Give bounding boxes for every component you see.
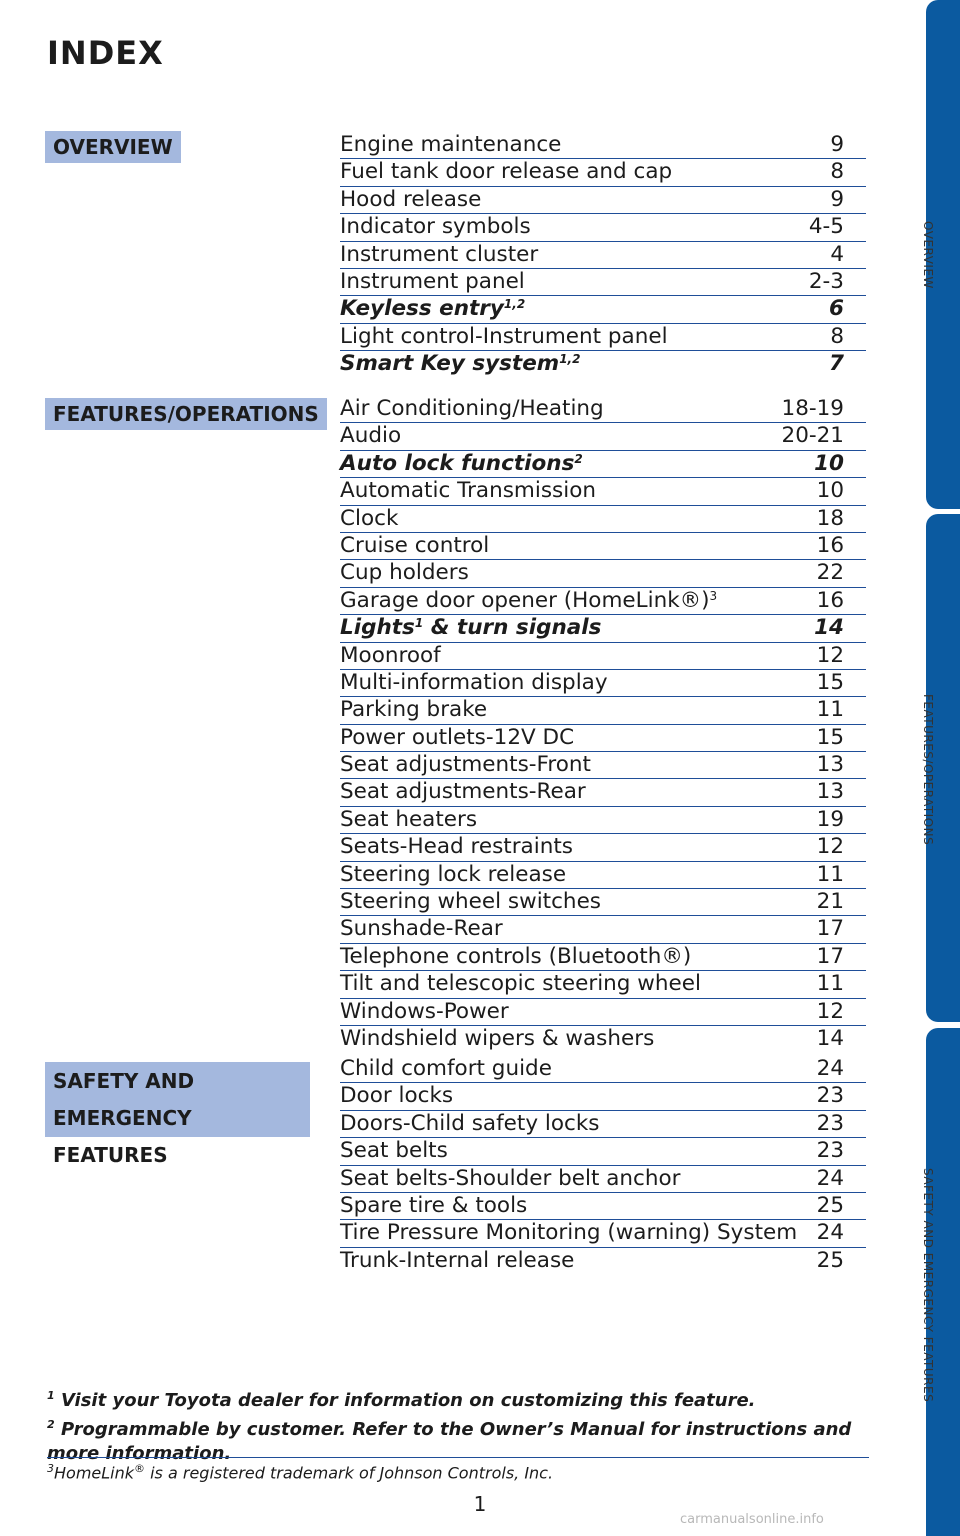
- index-entry: [340, 944, 866, 971]
- index-entry-page: 11: [816, 971, 844, 997]
- index-entry-page: 14: [814, 615, 844, 641]
- index-entry-page: 13: [816, 752, 844, 778]
- index-entry-page: 12: [816, 834, 844, 860]
- footnotes: [47, 1384, 867, 1466]
- index-entry-label: Tilt and telescopic steering wheel: [340, 971, 701, 997]
- index-entry-label: Seat belts: [340, 1138, 448, 1164]
- index-entry: [340, 242, 866, 269]
- index-entry-page: 12: [816, 642, 844, 668]
- index-entry-page: 10: [816, 478, 844, 504]
- index-entry-page: 6: [829, 296, 844, 322]
- index-entry: [340, 1026, 866, 1052]
- index-entry: [340, 999, 866, 1026]
- index-entry: [340, 159, 866, 186]
- index-entry-page: 4: [830, 241, 844, 267]
- index-entry: [340, 423, 866, 450]
- index-entry-label: Spare tire & tools: [340, 1192, 528, 1218]
- index-entry-label: Cup holders: [340, 560, 469, 586]
- index-entry-label: Seats-Head restraints: [340, 834, 573, 860]
- index-entry-label: Windshield wipers & washers: [340, 1025, 655, 1051]
- index-entry-page: 25: [816, 1247, 844, 1273]
- overview-index-list: [340, 132, 866, 378]
- index-entry-page: 23: [816, 1110, 844, 1136]
- footnote-divider: [47, 1457, 869, 1458]
- footnote-2: $^2$ Programmable by customer. Refer to the Owner’s Manual for instructions and more information.: [47, 1418, 852, 1464]
- index-entry-label: Air Conditioning/Heating: [340, 396, 604, 421]
- index-entry-label: Auto lock functions$^2$: [340, 450, 583, 476]
- index-entry-page: 22: [816, 560, 844, 586]
- index-entry: [340, 834, 866, 861]
- index-entry-label: Seat heaters: [340, 806, 478, 832]
- index-entry-label: Instrument panel: [340, 268, 525, 294]
- index-entry: [340, 560, 866, 587]
- index-entry-page: 23: [816, 1083, 844, 1109]
- index-entry-label: Indicator symbols: [340, 214, 531, 240]
- index-entry-page: 21: [816, 889, 844, 915]
- index-entry: [340, 862, 866, 889]
- index-entry-page: 24: [816, 1056, 844, 1081]
- index-entry-label: Power outlets-12V DC: [340, 724, 575, 750]
- index-entry-label: Steering lock release: [340, 861, 567, 887]
- side-tab-safety-label: SAFETY AND EMERGENCY FEATURES: [921, 1167, 935, 1403]
- index-entry-label: Seat belts-Shoulder belt anchor: [340, 1165, 681, 1191]
- side-tab-features-label: FEATURES/OPERATIONS: [921, 694, 935, 846]
- index-entry-page: 17: [816, 916, 844, 942]
- index-entry-page: 13: [816, 779, 844, 805]
- index-entry-page: 24: [816, 1165, 844, 1191]
- index-entry-page: 24: [816, 1220, 844, 1246]
- index-entry: [340, 324, 866, 351]
- index-entry: [340, 132, 866, 159]
- index-entry: [340, 187, 866, 214]
- index-entry-label: Smart Key system$^{1,2}$: [340, 351, 581, 377]
- index-entry-page: 20-21: [781, 423, 844, 449]
- safety-index-list: [340, 1056, 866, 1274]
- category-overview-label: OVERVIEW: [53, 135, 173, 159]
- index-entry-label: Audio: [340, 423, 402, 449]
- index-entry: [340, 889, 866, 916]
- index-entry: [340, 1111, 866, 1138]
- index-entry-page: 25: [816, 1192, 844, 1218]
- index-entry: [340, 396, 866, 423]
- index-entry-label: Automatic Transmission: [340, 478, 596, 504]
- index-entry-label: Steering wheel switches: [340, 889, 601, 915]
- index-entry: [340, 1138, 866, 1165]
- watermark: carmanualsonline.info: [680, 1512, 824, 1527]
- index-entry: [340, 451, 866, 478]
- category-features-label: FEATURES/OPERATIONS: [53, 402, 319, 426]
- index-entry: [340, 296, 866, 323]
- index-entry-label: Windows-Power: [340, 998, 509, 1024]
- index-entry-page: 14: [816, 1025, 844, 1051]
- index-entry: [340, 697, 866, 724]
- index-entry-page: 19: [816, 806, 844, 832]
- page-title: INDEX: [47, 34, 164, 72]
- index-entry-label: Clock: [340, 505, 399, 531]
- index-entry-label: Trunk-Internal release: [340, 1247, 575, 1273]
- index-entry-page: 2-3: [808, 268, 844, 294]
- index-entry: [340, 670, 866, 697]
- index-entry-label: Doors-Child safety locks: [340, 1110, 600, 1136]
- index-entry-label: Seat adjustments-Rear: [340, 779, 586, 805]
- index-entry: [340, 779, 866, 806]
- index-entry-page: 4-5: [808, 214, 844, 240]
- index-entry-label: Hood release: [340, 186, 482, 212]
- index-entry-page: 11: [816, 861, 844, 887]
- index-entry-page: 8: [830, 159, 844, 185]
- index-entry-label: Tire Pressure Monitoring (warning) System: [340, 1220, 798, 1246]
- index-entry-label: Light control-Instrument panel: [340, 323, 668, 349]
- index-entry-label: Engine maintenance: [340, 132, 562, 157]
- index-entry-label: Moonroof: [340, 642, 441, 668]
- index-entry: [340, 643, 866, 670]
- category-safety-label-line2: EMERGENCY FEATURES: [53, 1106, 192, 1167]
- category-safety-label-line1: SAFETY AND: [53, 1069, 195, 1093]
- side-tab-overview-label: OVERVIEW: [921, 221, 935, 289]
- category-safety-emergency: [45, 1062, 310, 1167]
- index-entry-page: 11: [816, 697, 844, 723]
- index-entry: [340, 1193, 866, 1220]
- index-entry: [340, 533, 866, 560]
- index-entry: [340, 1166, 866, 1193]
- index-entry: [340, 506, 866, 533]
- index-entry: [340, 1248, 866, 1274]
- index-entry-label: Keyless entry$^{1,2}$: [340, 296, 526, 322]
- index-entry: [340, 807, 866, 834]
- category-features-operations: [45, 398, 327, 430]
- index-entry-label: Multi-information display: [340, 669, 608, 695]
- index-entry: [340, 478, 866, 505]
- index-entry-label: Seat adjustments-Front: [340, 752, 591, 778]
- index-entry-label: Instrument cluster: [340, 241, 539, 267]
- index-entry: [340, 351, 866, 377]
- index-entry-page: 18-19: [781, 396, 844, 421]
- index-entry: [340, 588, 866, 615]
- index-entry-page: 18: [816, 505, 844, 531]
- index-entry-label: Door locks: [340, 1083, 454, 1109]
- index-entry-page: 16: [816, 532, 844, 558]
- page-number: 1: [473, 1492, 487, 1516]
- category-overview: [45, 131, 181, 163]
- index-entry-page: 15: [816, 724, 844, 750]
- footnote-1: $^1$ Visit your Toyota dealer for information on customizing this feature.: [47, 1389, 756, 1411]
- index-entry-label: Cruise control: [340, 532, 490, 558]
- index-entry-page: 16: [816, 587, 844, 613]
- index-entry-page: 15: [816, 669, 844, 695]
- index-entry: [340, 1056, 866, 1083]
- index-entry-page: 23: [816, 1138, 844, 1164]
- index-entry: [340, 1083, 866, 1110]
- footnote-3: $^3$HomeLink® is a registered trademark of Johnson Controls, Inc.: [47, 1462, 554, 1483]
- index-entry: [340, 214, 866, 241]
- index-entry-page: 9: [830, 132, 844, 157]
- index-entry: [340, 1220, 866, 1247]
- index-entry-page: 9: [830, 186, 844, 212]
- index-entry: [340, 971, 866, 998]
- index-entry-page: 8: [830, 323, 844, 349]
- index-entry: [340, 269, 866, 296]
- index-entry: [340, 752, 866, 779]
- index-entry-label: Child comfort guide: [340, 1056, 552, 1081]
- index-entry-label: Fuel tank door release and cap: [340, 159, 673, 185]
- index-entry: [340, 916, 866, 943]
- index-entry-label: Telephone controls (Bluetooth®): [340, 943, 692, 969]
- index-entry-label: Parking brake: [340, 697, 488, 723]
- features-index-list: [340, 396, 866, 1052]
- index-entry-page: 12: [816, 998, 844, 1024]
- index-entry: [340, 615, 866, 642]
- index-entry-page: 7: [829, 351, 844, 377]
- index-entry-label: Garage door opener (HomeLink®)$^3$: [340, 587, 718, 613]
- index-entry-label: Sunshade-Rear: [340, 916, 503, 942]
- index-entry: [340, 725, 866, 752]
- index-entry-page: 17: [816, 943, 844, 969]
- index-entry-page: 10: [814, 450, 844, 476]
- index-entry-label: Lights$^1$ & turn signals: [340, 615, 602, 641]
